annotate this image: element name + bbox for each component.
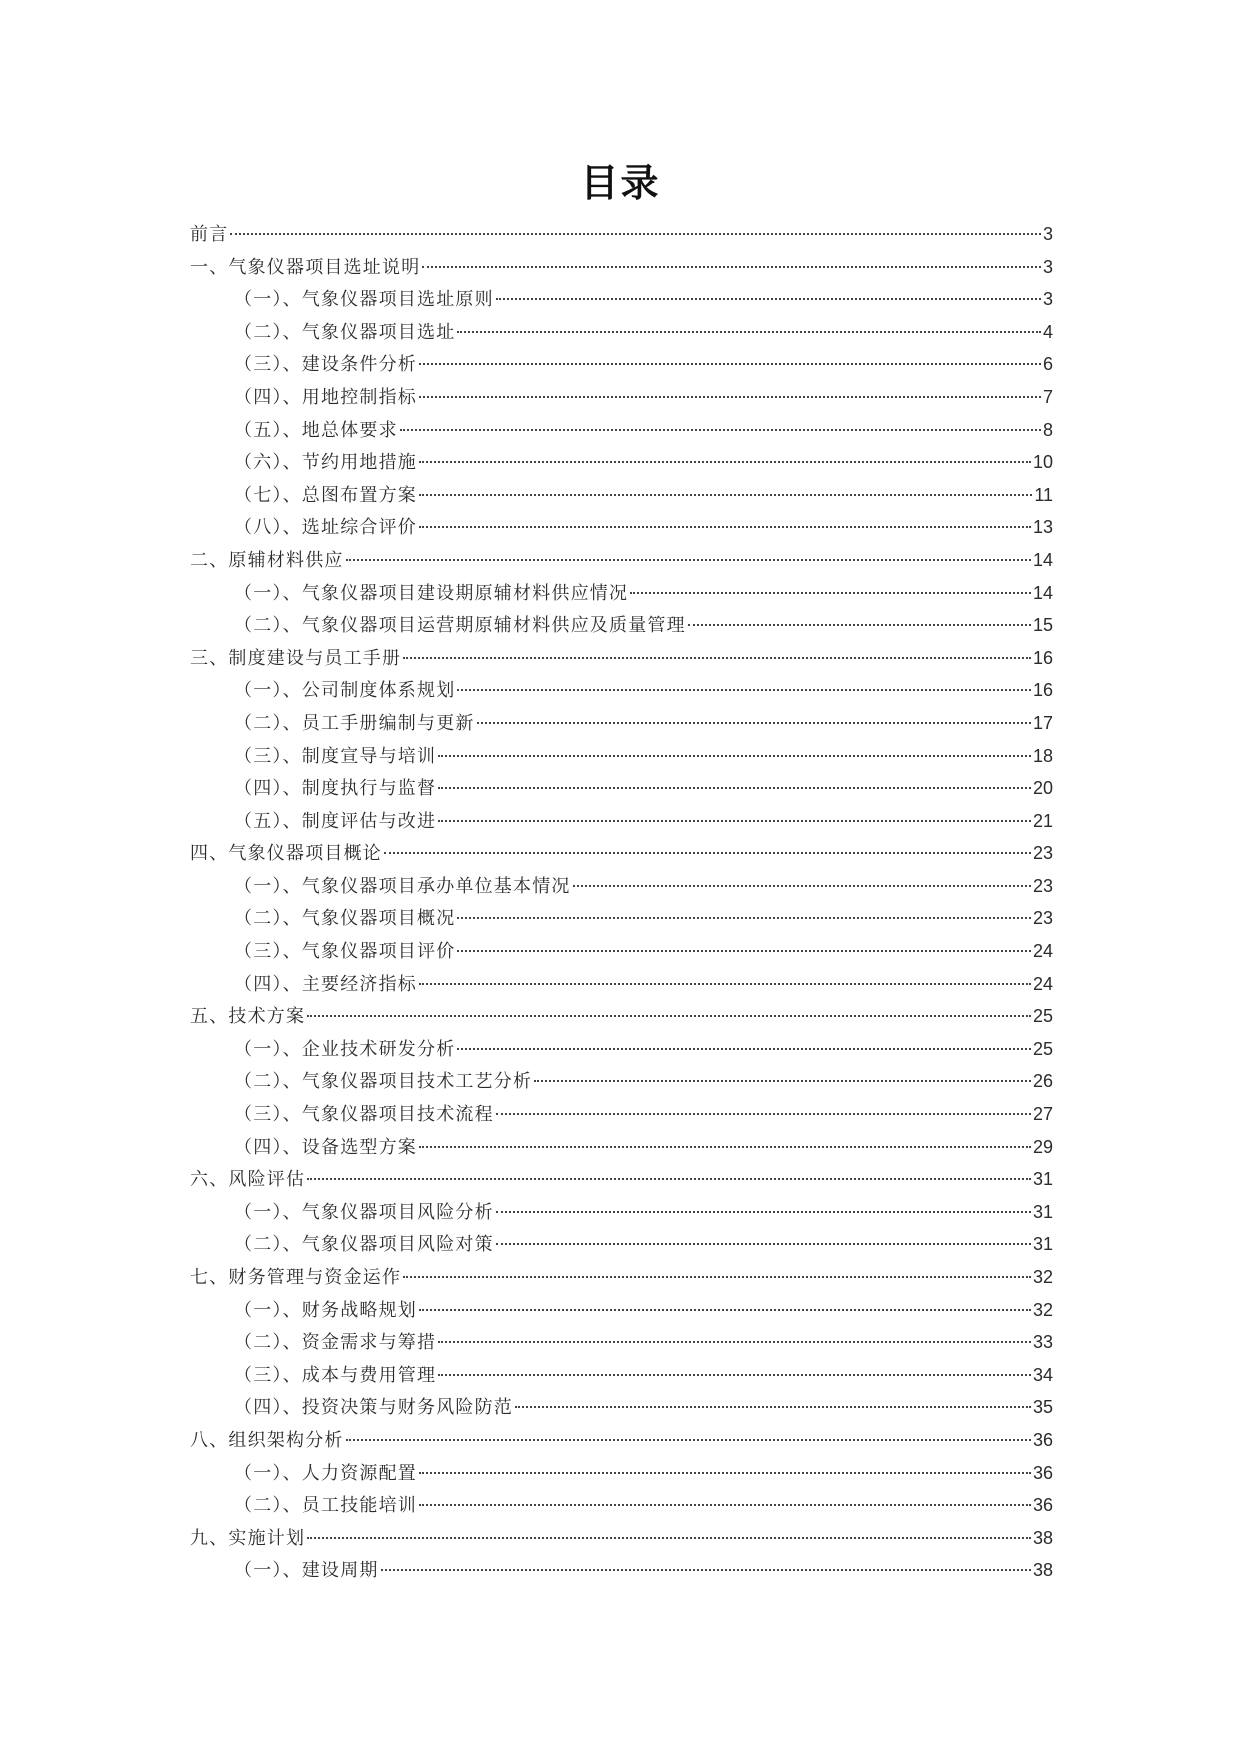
toc-dot-leader (230, 233, 1041, 235)
toc-dot-leader (307, 1015, 1031, 1017)
toc-entry-title: （二）、员工技能培训 (234, 1495, 417, 1517)
toc-page-number: 16 (1032, 680, 1053, 701)
toc-entry-title: （二）、气象仪器项目概况 (234, 908, 456, 930)
toc-entry-title: （三）、建设条件分析 (234, 354, 417, 376)
toc-page-number: 7 (1042, 386, 1053, 407)
toc-page-number: 20 (1032, 778, 1053, 799)
toc-section-entry[interactable] (190, 935, 1053, 968)
toc-chapter-entry[interactable] (190, 251, 1053, 284)
toc-chapter-entry[interactable] (190, 642, 1053, 675)
toc-dot-leader (457, 950, 1031, 952)
toc-entry-title: （六）、节约用地措施 (234, 452, 417, 474)
toc-entry-title: （一）、企业技术研发分析 (234, 1038, 456, 1060)
toc-page-number: 27 (1032, 1104, 1053, 1125)
toc-dot-leader (477, 722, 1031, 724)
toc-dot-leader (438, 1374, 1031, 1376)
toc-dot-leader (496, 1113, 1031, 1115)
page-title: 目录 (580, 161, 661, 205)
toc-entry-title: （三）、制度宣导与培训 (234, 745, 437, 767)
toc-section-entry[interactable] (190, 805, 1053, 838)
toc-dot-leader (307, 1178, 1031, 1180)
toc-entry-title: （二）、员工手册编制与更新 (234, 712, 475, 734)
toc-section-entry[interactable] (190, 283, 1053, 316)
toc-section-entry[interactable] (190, 1294, 1053, 1327)
toc-section-entry[interactable] (190, 1554, 1053, 1587)
toc-section-entry[interactable] (190, 1359, 1053, 1392)
toc-entry-title: 三、制度建设与员工手册 (190, 647, 402, 669)
toc-page-number: 4 (1042, 321, 1053, 342)
toc-chapter-entry[interactable] (190, 837, 1053, 870)
toc-dot-leader (419, 494, 1032, 496)
toc-dot-leader (630, 592, 1031, 594)
toc-entry-title: （一）、公司制度体系规划 (234, 680, 456, 702)
toc-chapter-entry[interactable] (190, 1261, 1053, 1294)
toc-page-number: 21 (1032, 810, 1053, 831)
toc-entry-title: （二）、气象仪器项目风险对策 (234, 1234, 494, 1256)
toc-section-entry[interactable] (190, 1196, 1053, 1229)
toc-section-entry[interactable] (190, 1098, 1053, 1131)
toc-section-entry[interactable] (190, 1391, 1053, 1424)
toc-entry-title: （一）、气象仪器项目选址原则 (234, 289, 494, 311)
toc-page-number: 36 (1032, 1429, 1053, 1450)
toc-dot-leader (403, 1276, 1031, 1278)
toc-section-entry[interactable] (190, 609, 1053, 642)
toc-dot-leader (419, 461, 1031, 463)
toc-dot-leader (422, 266, 1041, 268)
toc-section-entry[interactable] (190, 1033, 1053, 1066)
toc-entry-title: （三）、成本与费用管理 (234, 1364, 437, 1386)
toc-page-number: 38 (1032, 1527, 1053, 1548)
toc-page-number: 33 (1032, 1332, 1053, 1353)
toc-page-number: 14 (1032, 582, 1053, 603)
toc-page-number: 31 (1032, 1234, 1053, 1255)
toc-dot-leader (496, 1211, 1031, 1213)
toc-dot-leader (419, 1146, 1031, 1148)
toc-dot-leader (573, 885, 1031, 887)
toc-chapter-entry[interactable] (190, 218, 1053, 251)
toc-entry-title: （二）、资金需求与筹措 (234, 1332, 437, 1354)
toc-page-number: 11 (1034, 484, 1053, 505)
toc-page-number: 18 (1032, 745, 1053, 766)
toc-entry-title: （四）、用地控制指标 (234, 386, 417, 408)
toc-page-number: 16 (1032, 647, 1053, 668)
toc-entry-title: 二、原辅材料供应 (190, 549, 344, 571)
toc-section-entry[interactable] (190, 707, 1053, 740)
toc-dot-leader (307, 1537, 1031, 1539)
toc-page-number: 17 (1032, 712, 1053, 733)
toc-page-number: 23 (1032, 843, 1053, 864)
toc-dot-leader (419, 1472, 1031, 1474)
toc-dot-leader (381, 1569, 1031, 1571)
toc-entry-title: 四、气象仪器项目概论 (190, 843, 382, 865)
toc-dot-leader (457, 331, 1041, 333)
toc-page-number: 24 (1032, 941, 1053, 962)
toc-entry-title: （五）、地总体要求 (234, 419, 398, 441)
toc-dot-leader (419, 983, 1031, 985)
toc-page-number: 3 (1042, 256, 1053, 277)
toc-chapter-entry[interactable] (190, 544, 1053, 577)
toc-dot-leader (384, 852, 1031, 854)
toc-page-number: 8 (1042, 419, 1053, 440)
toc-page-number: 36 (1032, 1495, 1053, 1516)
toc-entry-title: （四）、制度执行与监督 (234, 778, 437, 800)
toc-dot-leader (438, 755, 1031, 757)
toc-dot-leader (496, 1243, 1031, 1245)
toc-entry-title: （一）、人力资源配置 (234, 1462, 417, 1484)
toc-page-number: 3 (1042, 224, 1053, 244)
toc-section-entry[interactable] (190, 446, 1053, 479)
toc-entry-title: 九、实施计划 (190, 1527, 306, 1549)
toc-page-number: 36 (1032, 1462, 1053, 1483)
toc-page-number: 14 (1032, 549, 1053, 570)
toc-page-number: 35 (1032, 1397, 1053, 1418)
toc-dot-leader (688, 624, 1031, 626)
toc-entry-title: （一）、气象仪器项目风险分析 (234, 1201, 494, 1223)
toc-entry-title: （四）、投资决策与财务风险防范 (234, 1397, 513, 1419)
toc-entry-title: （八）、选址综合评价 (234, 517, 417, 539)
toc-entry-title: （一）、建设周期 (234, 1560, 379, 1582)
toc-dot-leader (457, 917, 1031, 919)
toc-section-entry[interactable] (190, 381, 1053, 414)
toc-entry-title: （二）、气象仪器项目运营期原辅材料供应及质量管理 (234, 615, 686, 637)
table-of-contents (190, 218, 1053, 1587)
toc-page-number: 25 (1032, 1038, 1053, 1059)
toc-entry-title: （五）、制度评估与改进 (234, 810, 437, 832)
toc-page-number: 25 (1032, 1006, 1053, 1027)
toc-section-entry[interactable] (190, 414, 1053, 447)
toc-dot-leader (346, 1439, 1031, 1441)
toc-page-number: 6 (1042, 354, 1053, 375)
toc-page-number: 29 (1032, 1136, 1053, 1157)
toc-dot-leader (419, 396, 1041, 398)
toc-entry-title: （三）、气象仪器项目评价 (234, 941, 456, 963)
toc-section-entry[interactable] (190, 348, 1053, 381)
toc-dot-leader (419, 1504, 1031, 1506)
toc-page-number: 24 (1032, 973, 1053, 994)
toc-dot-leader (400, 429, 1041, 431)
toc-page-number: 3 (1042, 289, 1053, 310)
toc-section-entry[interactable] (190, 1457, 1053, 1490)
toc-dot-leader (515, 1406, 1031, 1408)
toc-entry-title: 前言 (190, 224, 229, 245)
toc-chapter-entry[interactable] (190, 1000, 1053, 1033)
toc-entry-title: （七）、总图布置方案 (234, 484, 417, 506)
toc-page-number: 13 (1032, 517, 1053, 538)
toc-dot-leader (419, 526, 1031, 528)
toc-page-number: 26 (1032, 1071, 1053, 1092)
toc-section-entry[interactable] (190, 1228, 1053, 1261)
toc-page-number: 10 (1032, 452, 1053, 473)
toc-dot-leader (496, 298, 1041, 300)
toc-dot-leader (419, 363, 1041, 365)
toc-section-entry[interactable] (190, 479, 1053, 512)
toc-section-entry[interactable] (190, 870, 1053, 903)
toc-entry-title: （三）、气象仪器项目技术流程 (234, 1104, 494, 1126)
toc-entry-title: （二）、气象仪器项目技术工艺分析 (234, 1071, 533, 1093)
toc-section-entry[interactable] (190, 1131, 1053, 1164)
toc-section-entry[interactable] (190, 902, 1053, 935)
toc-dot-leader (346, 559, 1031, 561)
toc-entry-title: （四）、设备选型方案 (234, 1136, 417, 1158)
toc-dot-leader (438, 820, 1031, 822)
toc-entry-title: （一）、财务战略规划 (234, 1299, 417, 1321)
toc-page-number: 31 (1032, 1169, 1053, 1190)
toc-page-number: 15 (1032, 615, 1053, 636)
toc-dot-leader (438, 1341, 1031, 1343)
toc-entry-title: 六、风险评估 (190, 1169, 306, 1191)
toc-entry-title: （一）、气象仪器项目承办单位基本情况 (234, 875, 571, 897)
toc-dot-leader (438, 787, 1031, 789)
toc-section-entry[interactable] (190, 511, 1053, 544)
toc-entry-title: （四）、主要经济指标 (234, 973, 417, 995)
toc-section-entry[interactable] (190, 740, 1053, 773)
toc-dot-leader (534, 1080, 1031, 1082)
toc-page-number: 31 (1032, 1201, 1053, 1222)
toc-chapter-entry[interactable] (190, 1522, 1053, 1555)
toc-entry-title: （一）、气象仪器项目建设期原辅材料供应情况 (234, 582, 629, 604)
toc-section-entry[interactable] (190, 968, 1053, 1001)
toc-chapter-entry[interactable] (190, 1424, 1053, 1457)
toc-dot-leader (419, 1309, 1031, 1311)
toc-page-number: 34 (1032, 1364, 1053, 1385)
toc-chapter-entry[interactable] (190, 1163, 1053, 1196)
toc-dot-leader (403, 657, 1031, 659)
toc-section-entry[interactable] (190, 316, 1053, 349)
toc-page-number: 38 (1032, 1560, 1053, 1581)
toc-page-number: 32 (1032, 1299, 1053, 1320)
toc-section-entry[interactable] (190, 1326, 1053, 1359)
toc-entry-title: 八、组织架构分析 (190, 1429, 344, 1451)
toc-dot-leader (457, 689, 1031, 691)
toc-dot-leader (457, 1048, 1031, 1050)
toc-page-number: 23 (1032, 908, 1053, 929)
toc-page-number: 32 (1032, 1267, 1053, 1287)
toc-entry-title: 七、财务管理与资金运作 (190, 1267, 402, 1288)
toc-entry-title: 一、气象仪器项目选址说明 (190, 256, 421, 278)
toc-section-entry[interactable] (190, 772, 1053, 805)
toc-entry-title: 五、技术方案 (190, 1006, 306, 1028)
toc-page-number: 23 (1032, 875, 1053, 896)
toc-entry-title: （二）、气象仪器项目选址 (234, 321, 456, 343)
toc-section-entry[interactable] (190, 577, 1053, 610)
toc-section-entry[interactable] (190, 674, 1053, 707)
toc-section-entry[interactable] (190, 1065, 1053, 1098)
toc-section-entry[interactable] (190, 1489, 1053, 1522)
